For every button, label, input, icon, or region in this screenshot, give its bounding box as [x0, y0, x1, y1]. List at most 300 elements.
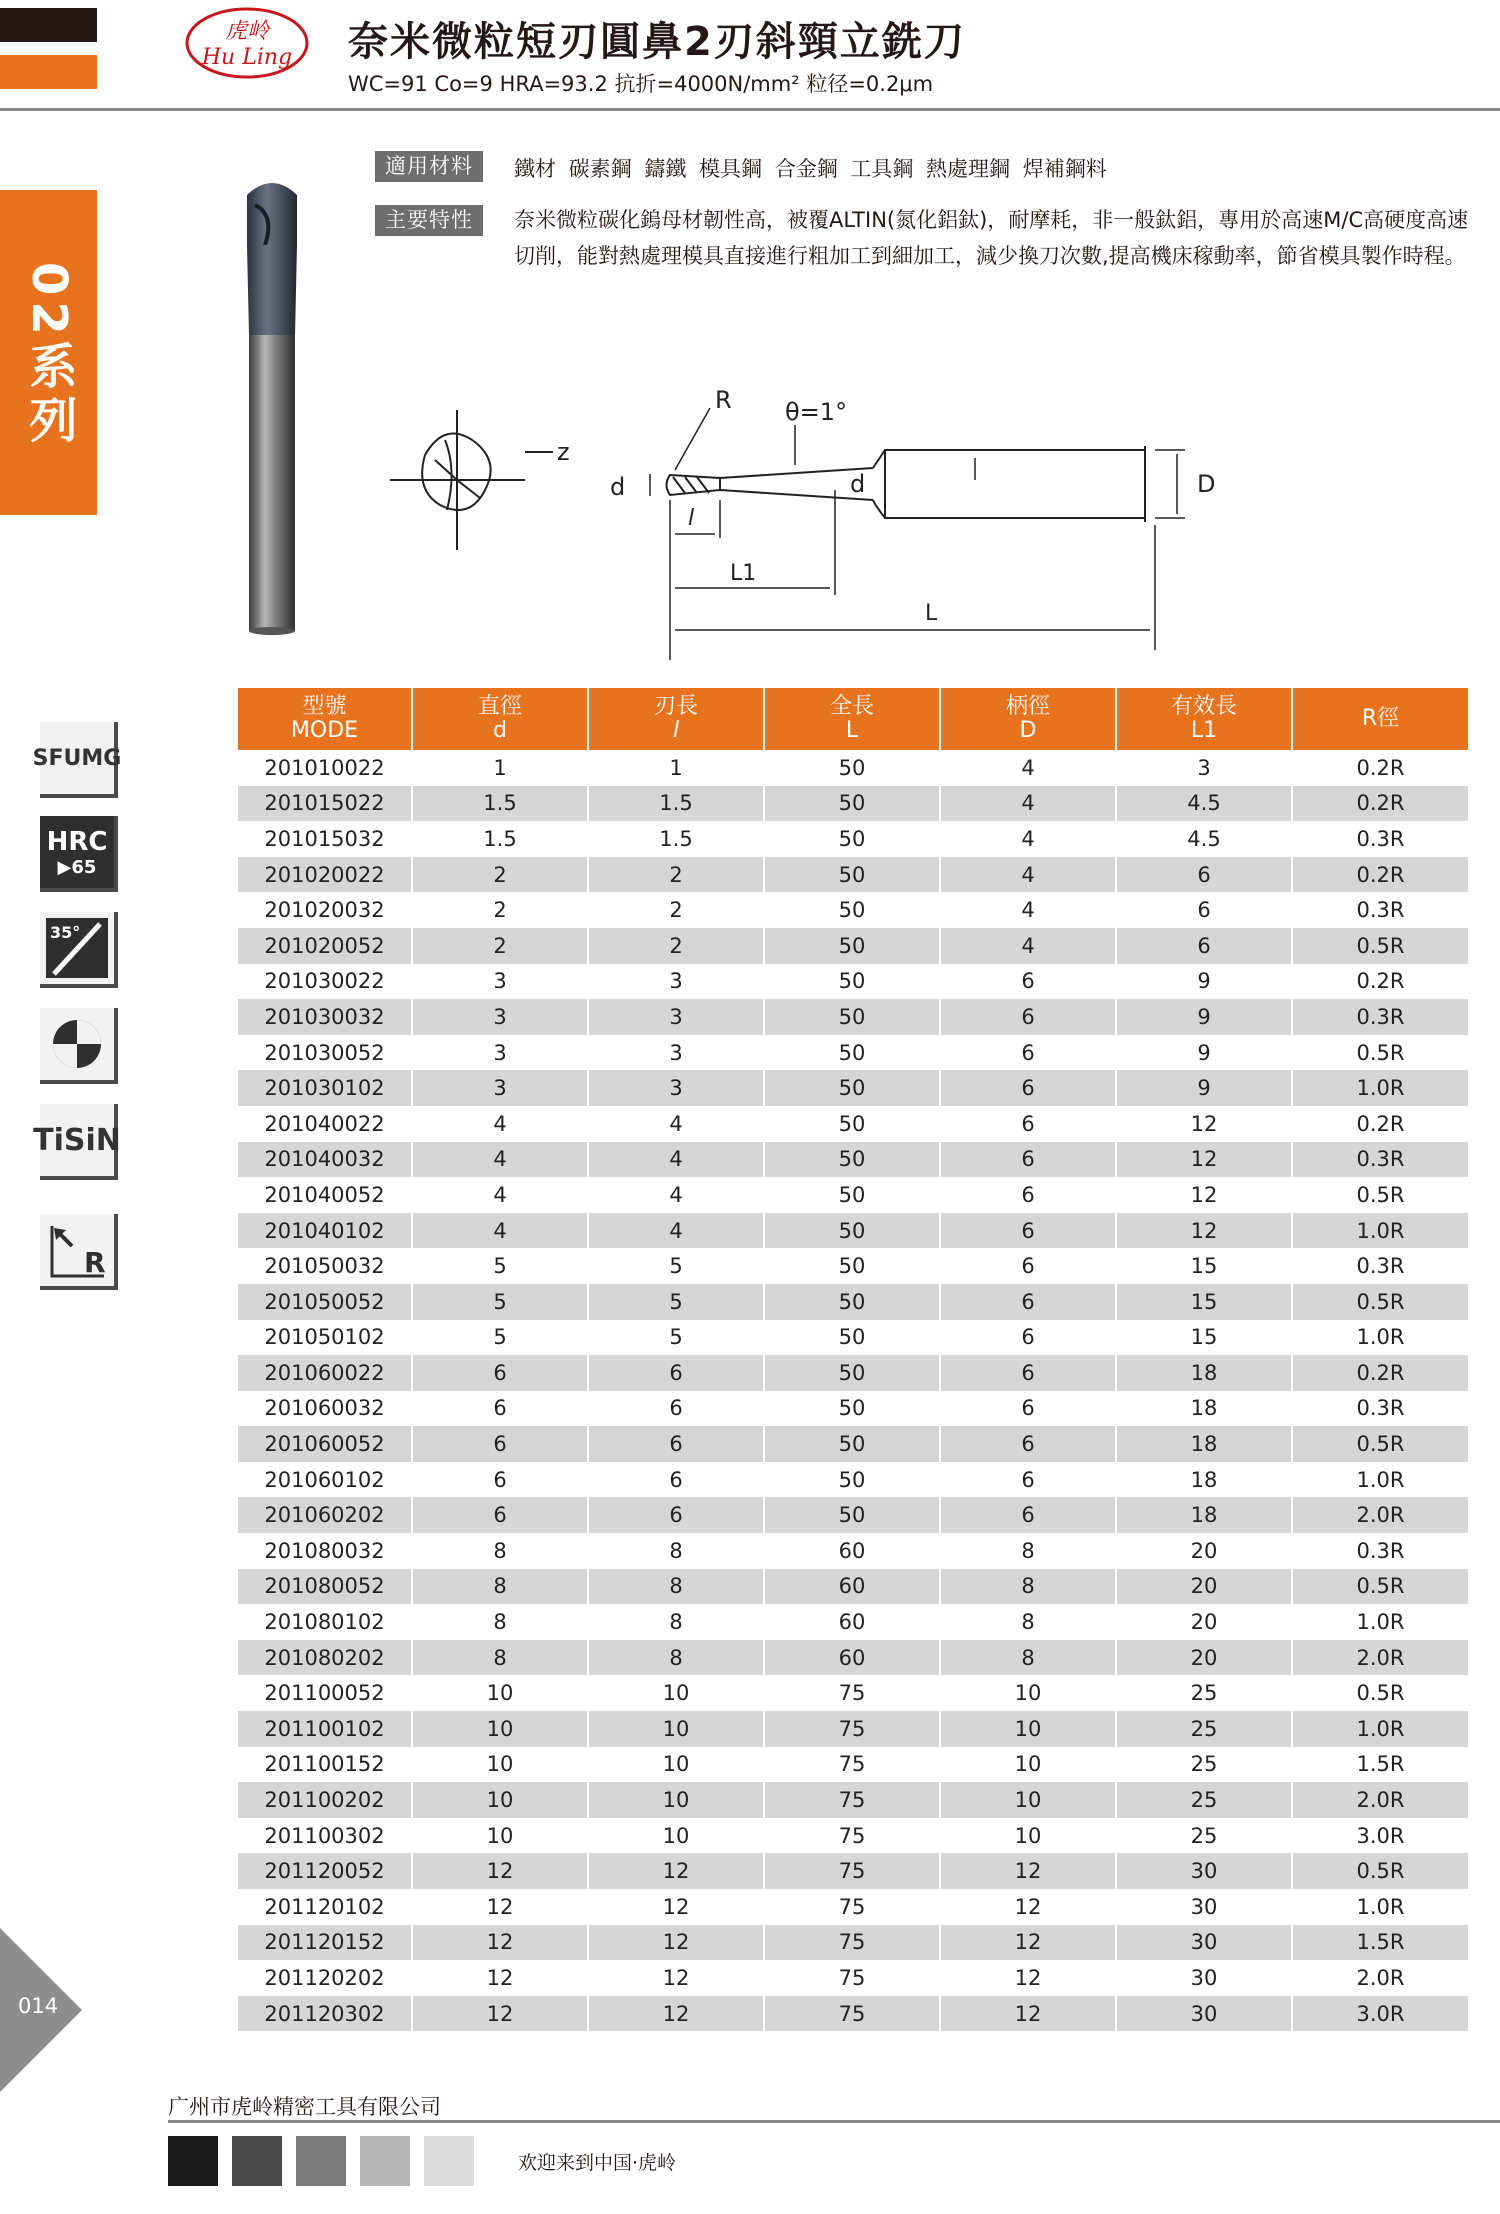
table-cell: 30: [1116, 1960, 1292, 1996]
flute-icon: [40, 1008, 118, 1084]
hrc-icon: HRC ▶65: [40, 816, 118, 892]
table-cell: 75: [764, 1996, 940, 2032]
table-row: [238, 1070, 1468, 1106]
page-subtitle: WC=91 Co=9 HRA=93.2 抗折=4000N/mm² 粒径=0.2μm: [348, 72, 934, 96]
table-cell: 12: [1116, 1213, 1292, 1249]
table-cell: 1: [412, 750, 588, 786]
color-swatch: [232, 2136, 282, 2186]
table-cell: 50: [764, 750, 940, 786]
table-cell: 2: [588, 892, 764, 928]
table-header-row: [238, 688, 1468, 750]
company-name: 广州市虎岭精密工具有限公司: [168, 2095, 441, 2119]
table-cell: 12: [412, 1960, 588, 1996]
header-divider: [0, 108, 1500, 111]
table-cell: 6: [412, 1355, 588, 1391]
header-orange-bar: [0, 55, 97, 89]
table-cell: 201060202: [238, 1497, 412, 1533]
table-row: [238, 928, 1468, 964]
company-logo: [183, 4, 311, 82]
table-cell: 75: [764, 1747, 940, 1783]
footer-divider: [168, 2120, 1500, 2123]
table-cell: 0.2R: [1292, 964, 1468, 1000]
table-cell: 9: [1116, 1035, 1292, 1071]
table-cell: 12: [588, 1996, 764, 2032]
table-cell: 1: [588, 750, 764, 786]
table-cell: 1.0R: [1292, 1889, 1468, 1925]
table-cell: 201040032: [238, 1142, 412, 1178]
col-header-diameter: 直徑 d: [412, 688, 588, 750]
table-cell: 10: [412, 1711, 588, 1747]
table-cell: 50: [764, 1177, 940, 1213]
table-cell: 201060052: [238, 1426, 412, 1462]
table-cell: 6: [940, 1497, 1116, 1533]
material-label: 適用材料: [375, 151, 483, 182]
table-cell: 201020052: [238, 928, 412, 964]
svg-text:R: R: [84, 1246, 106, 1279]
table-cell: 4: [588, 1106, 764, 1142]
table-cell: 201050032: [264, 1254, 385, 1279]
table-cell: 2.0R: [1292, 1497, 1468, 1533]
table-cell: 201080202: [238, 1640, 412, 1676]
table-cell: 4: [412, 1142, 588, 1178]
table-cell: 6: [588, 1462, 764, 1498]
table-row: [238, 1996, 1468, 2032]
table-cell: 4: [940, 857, 1116, 893]
col-header-shank-diameter: 柄徑 D: [940, 688, 1116, 750]
table-row: [238, 750, 1468, 786]
table-cell: 0.5R: [1292, 1035, 1468, 1071]
table-cell: 0.5R: [1292, 928, 1468, 964]
table-cell: 10: [940, 1675, 1116, 1711]
table-cell: 6: [588, 1426, 764, 1462]
table-cell: 25: [1116, 1818, 1292, 1854]
radius-icon: [40, 1214, 118, 1290]
table-cell: 0.5R: [1292, 1569, 1468, 1605]
table-cell: 30: [1116, 1996, 1292, 2032]
table-cell: 3: [588, 964, 764, 1000]
table-cell: 0.5R: [1292, 1177, 1468, 1213]
table-row: [238, 1177, 1468, 1213]
table-cell: 50: [764, 1355, 940, 1391]
table-cell: 3: [412, 1070, 588, 1106]
table-cell: 0.2R: [1292, 857, 1468, 893]
table-cell: 201100302: [264, 1823, 385, 1848]
table-cell: 1.0R: [1292, 1711, 1468, 1747]
header-dark-bar: [0, 8, 97, 42]
table-cell: 12: [588, 1853, 764, 1889]
table-cell: 1.5: [588, 821, 764, 857]
table-cell: 12: [588, 1925, 764, 1961]
table-cell: 10: [940, 1711, 1116, 1747]
table-cell: 201040022: [264, 1111, 385, 1136]
table-cell: 50: [764, 1320, 940, 1356]
l-label: L: [925, 601, 938, 626]
table-cell: 6: [940, 1213, 1116, 1249]
table-cell: 201030022: [264, 969, 385, 994]
table-cell: 10: [588, 1818, 764, 1854]
table-cell: 20: [1116, 1569, 1292, 1605]
table-cell: 3: [588, 1070, 764, 1106]
table-cell: 50: [764, 1426, 940, 1462]
table-cell: 15: [1116, 1248, 1292, 1284]
table-cell: 10: [412, 1675, 588, 1711]
table-cell: 10: [940, 1818, 1116, 1854]
table-cell: 6: [940, 964, 1116, 1000]
table-row: [238, 1213, 1468, 1249]
table-cell: 4.5: [1116, 786, 1292, 822]
table-cell: 12: [1116, 1142, 1292, 1178]
table-cell: 25: [1116, 1782, 1292, 1818]
table-cell: 2.0R: [1292, 1640, 1468, 1676]
table-cell: 50: [764, 928, 940, 964]
table-cell: 6: [940, 1248, 1116, 1284]
table-cell: 75: [764, 1960, 940, 1996]
table-cell: 50: [764, 1391, 940, 1427]
table-cell: 6: [1116, 857, 1292, 893]
table-cell: 3: [412, 999, 588, 1035]
table-cell: 2: [412, 857, 588, 893]
table-cell: 10: [588, 1711, 764, 1747]
theta-label: θ=1°: [785, 398, 848, 426]
table-cell: 8: [588, 1533, 764, 1569]
table-cell: 50: [764, 1462, 940, 1498]
page-number: 014: [18, 1994, 59, 2018]
table-cell: 201020022: [238, 857, 412, 893]
table-cell: 12: [940, 1925, 1116, 1961]
table-cell: 201120152: [238, 1925, 412, 1961]
table-cell: 6: [412, 1497, 588, 1533]
table-row: [238, 857, 1468, 893]
table-cell: 1.5R: [1292, 1747, 1468, 1783]
table-row: [238, 1640, 1468, 1676]
table-cell: 8: [588, 1604, 764, 1640]
table-cell: 4: [588, 1142, 764, 1178]
table-cell: 20: [1116, 1533, 1292, 1569]
table-cell: 50: [764, 892, 940, 928]
table-row: [238, 1889, 1468, 1925]
table-cell: 50: [764, 821, 940, 857]
material-list: 鐵材 碳素鋼 鑄鐵 模具鋼 合金鋼 工具鋼 熱處理鋼 焊補鋼料: [514, 157, 1107, 181]
table-cell: 8: [940, 1604, 1116, 1640]
table-cell: 12: [412, 1996, 588, 2032]
table-cell: 12: [412, 1925, 588, 1961]
table-cell: 5: [412, 1248, 588, 1284]
table-cell: 30: [1116, 1925, 1292, 1961]
table-cell: 201100152: [264, 1752, 385, 1777]
col-header-effective-length: 有效長 L1: [1116, 688, 1292, 750]
table-cell: 50: [764, 857, 940, 893]
table-cell: 0.3R: [1292, 1142, 1468, 1178]
table-cell: 201060102: [264, 1467, 385, 1492]
table-cell: 3.0R: [1292, 1818, 1468, 1854]
table-cell: 0.3R: [1292, 999, 1468, 1035]
color-swatch: [360, 2136, 410, 2186]
feature-text: 奈米微粒碳化鎢母材韌性高，被覆ALTIN(氮化鋁鈦)，耐摩耗，非一般鈦鋁，專用於高速M/C高硬度高速切削，能對熱處理模具直接進行粗加工到細加工，減少換刀次數,提高機床稼動率，節省模具製作時程。: [514, 208, 1469, 268]
logo-chinese: 虎岭: [224, 19, 270, 44]
table-cell: 10: [940, 1782, 1116, 1818]
table-cell: 6: [940, 1320, 1116, 1356]
table-cell: 6: [940, 1106, 1116, 1142]
table-cell: 1.5: [412, 786, 588, 822]
r-label: R: [715, 386, 732, 414]
table-row: [238, 964, 1468, 1000]
table-cell: 3: [588, 999, 764, 1035]
table-row: [238, 1569, 1468, 1605]
table-cell: 12: [588, 1960, 764, 1996]
table-row: [238, 999, 1468, 1035]
table-cell: 201040052: [264, 1182, 385, 1207]
table-cell: 50: [764, 1213, 940, 1249]
table-cell: 20: [1116, 1604, 1292, 1640]
table-cell: 12: [940, 1853, 1116, 1889]
table-cell: 1.0R: [1292, 1462, 1468, 1498]
table-cell: 201040102: [238, 1213, 412, 1249]
d-tip-label: d: [610, 473, 626, 501]
table-cell: 18: [1116, 1391, 1292, 1427]
table-cell: 12: [940, 1996, 1116, 2032]
table-cell: 201080052: [238, 1569, 412, 1605]
table-cell: 10: [588, 1747, 764, 1783]
table-cell: 6: [412, 1462, 588, 1498]
table-cell: 6: [412, 1426, 588, 1462]
table-cell: 50: [764, 1106, 940, 1142]
angle-35-icon: [40, 912, 118, 988]
table-cell: 8: [588, 1640, 764, 1676]
table-cell: 6: [588, 1355, 764, 1391]
table-cell: 2: [588, 928, 764, 964]
technical-drawing: [385, 380, 1235, 660]
table-cell: 10: [588, 1675, 764, 1711]
table-cell: 6: [940, 1142, 1116, 1178]
side-view-drawing: [667, 446, 1146, 522]
table-cell: 201030052: [264, 1040, 385, 1065]
table-cell: 30: [1116, 1889, 1292, 1925]
table-cell: 4: [588, 1213, 764, 1249]
table-cell: 50: [764, 1035, 940, 1071]
table-cell: 6: [1116, 928, 1292, 964]
d-shank-label: D: [1197, 470, 1216, 498]
table-cell: 4: [412, 1213, 588, 1249]
table-cell: 2.0R: [1292, 1960, 1468, 1996]
table-cell: 3: [412, 964, 588, 1000]
table-cell: 0.3R: [1292, 892, 1468, 928]
table-cell: 75: [764, 1925, 940, 1961]
table-cell: 75: [764, 1853, 940, 1889]
spec-table: [238, 688, 1468, 2031]
table-cell: 1.0R: [1292, 1604, 1468, 1640]
table-cell: 6: [412, 1391, 588, 1427]
table-cell: 18: [1116, 1426, 1292, 1462]
table-row: [238, 821, 1468, 857]
table-cell: 6: [588, 1497, 764, 1533]
table-row: [238, 1035, 1468, 1071]
table-row: [238, 1106, 1468, 1142]
table-cell: 15: [1116, 1284, 1292, 1320]
end-mill-photo: [235, 175, 310, 635]
table-cell: 30: [1116, 1853, 1292, 1889]
table-cell: 4: [412, 1106, 588, 1142]
table-cell: 2: [588, 857, 764, 893]
table-cell: 5: [412, 1284, 588, 1320]
table-cell: 201060022: [238, 1355, 412, 1391]
table-cell: 6: [1116, 892, 1292, 928]
table-cell: 201060032: [264, 1396, 385, 1421]
table-row: [238, 1248, 1468, 1284]
table-cell: 6: [940, 1426, 1116, 1462]
table-cell: 50: [764, 1284, 940, 1320]
table-row: [238, 1284, 1468, 1320]
table-cell: 60: [764, 1604, 940, 1640]
table-cell: 8: [940, 1533, 1116, 1569]
col-header-flute-length: 刃長 l: [588, 688, 764, 750]
table-cell: 4: [940, 928, 1116, 964]
table-row: [238, 1711, 1468, 1747]
tisin-icon: TiSiN: [40, 1104, 118, 1180]
table-cell: 12: [1116, 1106, 1292, 1142]
l-small-label: l: [688, 506, 695, 531]
svg-text:35°: 35°: [50, 923, 81, 942]
page-title: 奈米微粒短刃圓鼻2刃斜頸立銑刀: [348, 19, 966, 65]
table-row: [238, 1320, 1468, 1356]
table-cell: 4: [588, 1177, 764, 1213]
table-cell: 8: [412, 1604, 588, 1640]
table-cell: 1.0R: [1292, 1070, 1468, 1106]
table-cell: 6: [940, 1177, 1116, 1213]
table-cell: 9: [1116, 1070, 1292, 1106]
table-cell: 201120302: [238, 1996, 412, 2032]
table-cell: 0.3R: [1292, 1391, 1468, 1427]
table-cell: 0.3R: [1292, 821, 1468, 857]
table-cell: 1.0R: [1292, 1213, 1468, 1249]
table-cell: 0.2R: [1292, 750, 1468, 786]
table-cell: 75: [764, 1711, 940, 1747]
table-cell: 3: [588, 1035, 764, 1071]
table-row: [238, 1142, 1468, 1178]
z-label: z: [557, 438, 570, 466]
table-row: [238, 1675, 1468, 1711]
table-cell: 6: [940, 999, 1116, 1035]
table-cell: 50: [764, 786, 940, 822]
table-cell: 8: [940, 1569, 1116, 1605]
table-cell: 201050102: [264, 1325, 385, 1350]
table-cell: 6: [940, 1284, 1116, 1320]
table-cell: 8: [940, 1640, 1116, 1676]
table-cell: 201080032: [264, 1538, 385, 1563]
color-swatch: [424, 2136, 474, 2186]
table-row: [238, 892, 1468, 928]
table-row: [238, 1391, 1468, 1427]
table-cell: 6: [940, 1035, 1116, 1071]
table-row: [238, 1604, 1468, 1640]
table-row: [238, 1355, 1468, 1391]
table-row: [238, 1497, 1468, 1533]
table-cell: 5: [588, 1248, 764, 1284]
table-cell: 9: [1116, 999, 1292, 1035]
table-row: [238, 1426, 1468, 1462]
table-cell: 50: [764, 964, 940, 1000]
table-cell: 2: [412, 892, 588, 928]
table-cell: 6: [940, 1462, 1116, 1498]
table-cell: 50: [764, 1070, 940, 1106]
table-cell: 6: [588, 1391, 764, 1427]
table-cell: 75: [764, 1782, 940, 1818]
table-cell: 201030102: [238, 1070, 412, 1106]
table-cell: 10: [940, 1747, 1116, 1783]
table-cell: 201020032: [264, 898, 385, 923]
table-cell: 50: [764, 1142, 940, 1178]
table-row: [238, 786, 1468, 822]
table-cell: 60: [764, 1640, 940, 1676]
table-cell: 4: [940, 750, 1116, 786]
table-row: [238, 1782, 1468, 1818]
table-cell: 0.3R: [1292, 1533, 1468, 1569]
table-cell: 60: [764, 1569, 940, 1605]
table-cell: 10: [412, 1818, 588, 1854]
table-cell: 20: [1116, 1640, 1292, 1676]
table-cell: 5: [588, 1284, 764, 1320]
table-cell: 0.2R: [1292, 1106, 1468, 1142]
col-header-model: 型號 MODE: [238, 688, 412, 750]
d-neck-label: d: [850, 470, 866, 498]
col-header-radius: R徑: [1292, 688, 1468, 750]
table-row: [238, 1925, 1468, 1961]
table-cell: 12: [1116, 1177, 1292, 1213]
table-cell: 75: [764, 1818, 940, 1854]
table-cell: 201120102: [264, 1894, 385, 1919]
color-swatch: [296, 2136, 346, 2186]
table-cell: 5: [588, 1320, 764, 1356]
sfumg-icon: SFUMG: [40, 722, 118, 798]
table-cell: 8: [412, 1533, 588, 1569]
table-cell: 8: [412, 1569, 588, 1605]
table-cell: 0.2R: [1292, 1355, 1468, 1391]
table-cell: 12: [412, 1889, 588, 1925]
table-cell: 201010022: [264, 755, 385, 780]
table-cell: 201050052: [238, 1284, 412, 1320]
table-cell: 3: [412, 1035, 588, 1071]
table-cell: 201080102: [264, 1610, 385, 1635]
table-row: [238, 1462, 1468, 1498]
color-swatch: [168, 2136, 218, 2186]
table-cell: 6: [940, 1070, 1116, 1106]
table-cell: 12: [940, 1960, 1116, 1996]
table-row: [238, 1533, 1468, 1569]
table-cell: 18: [1116, 1462, 1292, 1498]
table-cell: 0.2R: [1292, 786, 1468, 822]
table-cell: 10: [412, 1747, 588, 1783]
table-cell: 8: [588, 1569, 764, 1605]
table-cell: 9: [1116, 964, 1292, 1000]
table-cell: 1.0R: [1292, 1320, 1468, 1356]
table-cell: 201015022: [238, 786, 412, 822]
table-cell: 0.5R: [1292, 1426, 1468, 1462]
table-cell: 18: [1116, 1497, 1292, 1533]
table-cell: 0.5R: [1292, 1853, 1468, 1889]
table-cell: 12: [588, 1889, 764, 1925]
table-cell: 75: [764, 1675, 940, 1711]
table-cell: 50: [764, 1248, 940, 1284]
table-row: [238, 1747, 1468, 1783]
table-cell: 8: [412, 1640, 588, 1676]
welcome-text: 欢迎来到中国·虎岭: [518, 2152, 677, 2174]
table-cell: 4: [940, 821, 1116, 857]
table-cell: 0.5R: [1292, 1675, 1468, 1711]
table-cell: 4: [412, 1177, 588, 1213]
table-cell: 15: [1116, 1320, 1292, 1356]
table-cell: 12: [412, 1853, 588, 1889]
col-header-overall-length: 全長 L: [764, 688, 940, 750]
table-cell: 60: [764, 1533, 940, 1569]
